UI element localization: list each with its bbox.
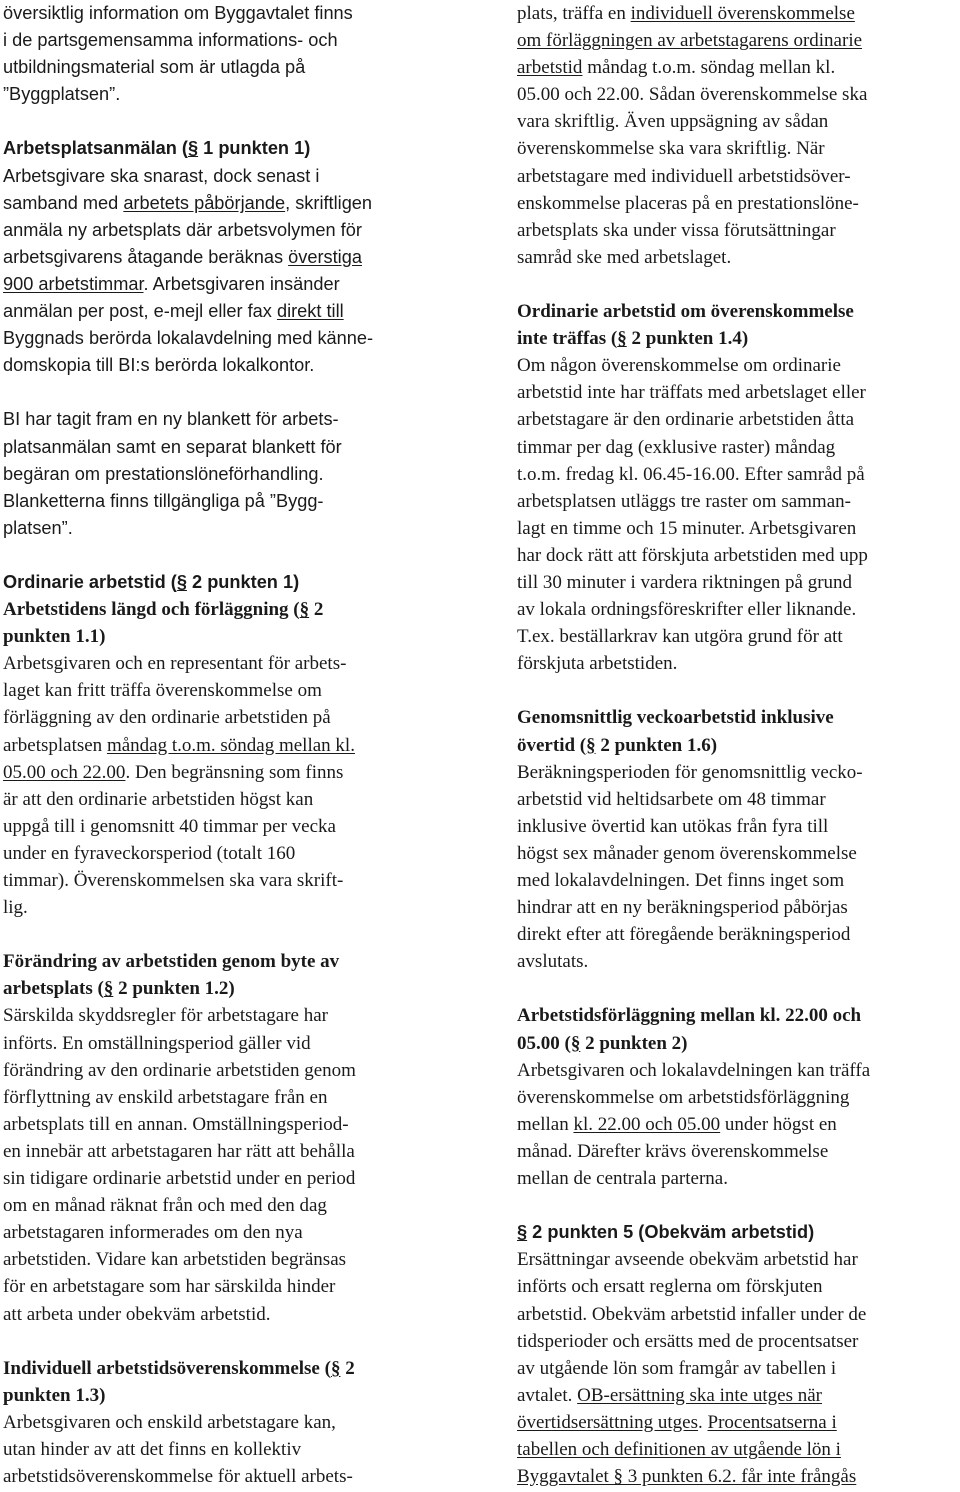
- text-run: utan hinder av att det finns en kollektiv: [3, 1438, 302, 1460]
- underlined-text: direkt till: [276, 301, 344, 322]
- paragraph-gap: [3, 921, 448, 948]
- body-text-line: [517, 1355, 957, 1382]
- body-text-line: [3, 1002, 448, 1029]
- text-run: , skriftligen: [285, 192, 373, 213]
- underlined-text: 05.00 och 22.00: [3, 761, 126, 783]
- section-heading-line: [3, 948, 448, 975]
- text-run: en innebär att arbetstagaren har rätt att behålla: [3, 1140, 355, 1162]
- text-run: platsen”.: [3, 517, 73, 538]
- body-text-line: [517, 488, 957, 515]
- text-run: BI har tagit fram en ny blankett för arbets-: [3, 409, 339, 430]
- underlined-text: om förläggningen av arbetstagarens ordinarie: [517, 30, 863, 52]
- text-run: måndag t.o.m. söndag mellan kl.: [582, 57, 836, 79]
- text-run: mellan de centrala parterna.: [517, 1168, 728, 1190]
- section-heading-line: [517, 732, 957, 759]
- body-text-line: [517, 461, 957, 488]
- body-text-line: [3, 27, 448, 54]
- section-heading-line: [517, 1030, 957, 1057]
- body-text-line: [517, 569, 957, 596]
- body-text-line: [3, 677, 448, 704]
- text-run: arbetstid inte har träffats med arbetslaget eller: [517, 382, 866, 404]
- text-run: Ordinarie arbetstid om överenskommelse: [517, 301, 854, 323]
- body-text-line: [517, 108, 957, 135]
- section-heading-line: [3, 1355, 448, 1382]
- body-text-line: [517, 379, 957, 406]
- underlined-text: §: [570, 1032, 581, 1054]
- text-run: förändring av den ordinarie arbetstiden genom: [3, 1059, 356, 1081]
- text-run: till 30 minuter i vardera riktningen på grund: [517, 571, 853, 593]
- text-run: plats, träffa en: [517, 3, 631, 24]
- body-text-line: [517, 1463, 957, 1490]
- paragraph-gap: [517, 975, 957, 1002]
- text-run: sin tidigare ordinarie arbetstid under en period: [3, 1168, 356, 1190]
- body-text-line: [517, 1409, 957, 1436]
- underlined-text: §: [187, 138, 199, 159]
- text-run: begäran om prestationslöneförhandling.: [3, 463, 324, 484]
- text-run: 2 punkten 1.4): [626, 328, 749, 350]
- text-run: lig.: [3, 897, 28, 919]
- body-text-line: [3, 759, 448, 786]
- text-run: direkt efter att föregående beräkningsperiod: [517, 924, 851, 946]
- text-run: arbetsplatsen: [3, 734, 107, 756]
- body-text-line: [3, 352, 448, 379]
- text-run: Beräkningsperioden för genomsnittlig vecko-: [517, 761, 863, 783]
- body-text-line: [3, 54, 448, 81]
- body-text-line: [517, 0, 957, 27]
- text-run: 2 punkten 1.6): [595, 734, 718, 756]
- body-text-line: [517, 515, 957, 542]
- text-run: laget kan fritt träffa överenskommelse om: [3, 680, 322, 702]
- body-text-line: [3, 217, 448, 244]
- body-text-line: [3, 1057, 448, 1084]
- text-run: punkten 1.1): [3, 626, 106, 648]
- paragraph-gap: [517, 677, 957, 704]
- text-run: arbetsplats (: [3, 978, 104, 1000]
- text-run: 2 punkten 1): [186, 571, 300, 592]
- text-run: utbildningsmaterial som är utlagda på: [3, 57, 306, 78]
- body-text-line: [3, 434, 448, 461]
- body-text-line: [3, 1301, 448, 1328]
- text-run: överenskommelse om arbetstidsförläggning: [517, 1086, 850, 1108]
- text-run: anmäla ny arbetsplats där arbetsvolymen för: [3, 219, 362, 240]
- body-text-line: [3, 81, 448, 108]
- text-run: överenskommelse ska vara skriftlig. När: [517, 138, 825, 160]
- body-text-line: [517, 135, 957, 162]
- body-text-line: [3, 867, 448, 894]
- text-run: inklusive övertid kan utökas från fyra till: [517, 815, 829, 837]
- body-text-line: [3, 1273, 448, 1300]
- text-run: Arbetstidsförläggning mellan kl. 22.00 och: [517, 1005, 862, 1027]
- body-text-line: [517, 1246, 957, 1273]
- text-run: högst sex månader genom överenskommelse: [517, 842, 857, 864]
- section-heading-line: [3, 623, 448, 650]
- body-text-line: [3, 1030, 448, 1057]
- paragraph-gap: [3, 1328, 448, 1355]
- text-run: 05.00 och 22.00. Sådan överenskommelse ska: [517, 84, 868, 106]
- text-run: arbetstid. Obekväm arbetstid infaller under de: [517, 1303, 867, 1325]
- body-text-line: [517, 406, 957, 433]
- text-run: punkten 1.3): [3, 1384, 106, 1406]
- text-run: samråd ske med arbetslaget.: [517, 246, 732, 268]
- underlined-text: §: [586, 734, 596, 756]
- body-text-line: [517, 623, 957, 650]
- section-heading-line: [517, 1002, 957, 1029]
- body-text-line: [517, 244, 957, 271]
- text-run: anmälan per post, e-mejl eller fax: [3, 301, 277, 322]
- body-text-line: [3, 190, 448, 217]
- underlined-text: arbetstid: [517, 57, 583, 79]
- body-text-line: [517, 163, 957, 190]
- body-text-line: [517, 813, 957, 840]
- text-run: i de partsgemensamma informations- och: [3, 30, 338, 51]
- text-run: inte träffas (: [517, 328, 618, 350]
- underlined-text: §: [103, 978, 114, 1000]
- body-text-line: [3, 786, 448, 813]
- body-text-line: [3, 515, 448, 542]
- body-text-line: [517, 921, 957, 948]
- body-text-line: [3, 1409, 448, 1436]
- text-run: enskommelse placeras på en prestationslöne-: [517, 192, 859, 214]
- text-run: med lokalavdelningen. Det finns inget som: [517, 870, 845, 891]
- underlined-text: tabellen och definitionen av utgående lön i: [517, 1438, 841, 1460]
- text-run: ”Byggplatsen”.: [3, 84, 121, 105]
- body-text-line: [517, 54, 957, 81]
- text-run: arbetstiden. Vidare kan arbetstiden begränsas: [3, 1249, 347, 1271]
- section-heading-line: [3, 596, 448, 623]
- body-text-line: [517, 1382, 957, 1409]
- underlined-text: 900 arbetstimmar: [3, 273, 144, 294]
- body-text-line: [3, 461, 448, 488]
- text-run: Arbetsplatsanmälan (: [3, 138, 188, 159]
- text-run: Ersättningar avseende obekväm arbetstid har: [517, 1249, 858, 1271]
- text-run: Ordinarie arbetstid (: [3, 571, 177, 592]
- body-text-line: [3, 0, 448, 27]
- body-text-line: [517, 542, 957, 569]
- body-text-line: [517, 948, 957, 975]
- text-run: vara skriftlig. Även uppsägning av sådan: [517, 111, 829, 133]
- body-text-line: [3, 244, 448, 271]
- body-text-line: [517, 1084, 957, 1111]
- body-text-line: [517, 840, 957, 867]
- text-run: Individuell arbetstidsöverenskommelse (: [3, 1357, 331, 1379]
- text-run: 1 punkten 1): [198, 138, 311, 159]
- body-text-line: [517, 81, 957, 108]
- text-run: Om någon överenskommelse om ordinarie: [517, 355, 841, 377]
- text-run: arbetstagaren informerades om den nya: [3, 1222, 303, 1244]
- body-text-line: [517, 1328, 957, 1355]
- text-run: Blanketterna finns tillgängliga på ”Bygg-: [3, 490, 324, 511]
- underlined-text: §: [330, 1357, 341, 1379]
- body-text-line: [517, 1057, 957, 1084]
- underlined-text: måndag t.o.m. söndag mellan kl.: [106, 734, 355, 756]
- body-text-line: [3, 650, 448, 677]
- body-text-line: [517, 1273, 957, 1300]
- text-run: T.ex. beställarkrav kan utgöra grund för att: [517, 626, 843, 648]
- body-text-line: [3, 1111, 448, 1138]
- body-text-line: [517, 1138, 957, 1165]
- text-run: om en månad räknat från och med den dag: [3, 1195, 327, 1217]
- underlined-text: §: [517, 1222, 528, 1243]
- text-run: lagt en timme och 15 minuter. Arbetsgivaren: [517, 517, 857, 539]
- body-text-line: [517, 190, 957, 217]
- text-run: 2 punkten 2): [580, 1032, 688, 1054]
- underlined-text: individuell överenskommelse: [630, 3, 855, 24]
- underlined-text: Procentsatserna i: [707, 1411, 837, 1433]
- text-run: förläggning av den ordinarie arbetstiden på: [3, 707, 331, 729]
- body-text-line: [3, 840, 448, 867]
- body-text-line: [3, 488, 448, 515]
- underlined-text: OB-ersättning ska inte utges när: [577, 1384, 822, 1406]
- underlined-text: arbetets påbörjande: [123, 192, 286, 213]
- paragraph-gap: [3, 108, 448, 135]
- body-text-line: [3, 1192, 448, 1219]
- text-run: översiktlig information om Byggavtalet finns: [3, 3, 353, 23]
- text-run: . Arbetsgivaren insänder: [143, 273, 340, 294]
- body-text-line: [3, 1084, 448, 1111]
- underlined-text: övertidsersättning utges: [517, 1411, 698, 1433]
- section-heading-line: [3, 1382, 448, 1409]
- body-text-line: [517, 217, 957, 244]
- text-run: arbetstid vid heltidsarbete om 48 timmar: [517, 788, 826, 810]
- body-text-line: [517, 1165, 957, 1192]
- body-text-line: [517, 1436, 957, 1463]
- underlined-text: överstiga: [288, 246, 362, 267]
- paragraph-gap: [3, 542, 448, 569]
- section-heading-line: [517, 325, 957, 352]
- text-run: Arbetsgivaren och lokalavdelningen kan träffa: [517, 1059, 871, 1081]
- text-run: av lokala ordningsföreskrifter eller liknande.: [517, 599, 857, 621]
- text-run: av utgående lön som framgår av tabellen i: [517, 1357, 837, 1379]
- body-text-line: [517, 1301, 957, 1328]
- text-run: t.o.m. fredag kl. 06.45-16.00. Efter samråd på: [517, 463, 865, 485]
- body-text-line: [3, 813, 448, 840]
- right-column: [517, 0, 957, 1490]
- text-run: för en arbetstagare som har särskilda hinder: [3, 1276, 336, 1298]
- text-run: tidsperioder och ersätts med de procentsatser: [517, 1330, 859, 1352]
- body-text-line: [3, 298, 448, 325]
- body-text-line: [3, 704, 448, 731]
- text-run: arbetsplats ska under vissa förutsättningar: [517, 219, 836, 241]
- underlined-text: §: [617, 328, 627, 350]
- body-text-line: [517, 759, 957, 786]
- text-run: avslutats.: [517, 951, 589, 973]
- left-column: [3, 0, 448, 1490]
- text-run: . Den begränsning som finns: [125, 761, 344, 783]
- text-run: arbetstidsöverenskommelse för aktuell arbets-: [3, 1466, 353, 1488]
- section-heading-line: [517, 298, 957, 325]
- section-heading-line: [3, 569, 448, 596]
- text-run: domskopia till BI:s berörda lokalkontor.: [3, 355, 315, 376]
- body-text-line: [3, 1138, 448, 1165]
- text-run: arbetsplatsen utläggs tre raster om samman-: [517, 490, 851, 512]
- paragraph-gap: [3, 379, 448, 406]
- underlined-text: §: [299, 599, 310, 621]
- text-run: uppgå till i genomsnitt 40 timmar per vecka: [3, 815, 336, 837]
- text-run: timmar). Överenskommelsen ska vara skrift-: [3, 870, 344, 891]
- body-text-line: [517, 1111, 957, 1138]
- text-run: Genomsnittlig veckoarbetstid inklusive: [517, 707, 834, 729]
- body-text-line: [3, 271, 448, 298]
- text-run: 2 punkten 1.2): [113, 978, 235, 1000]
- text-run: införts. En omställningsperiod gäller vid: [3, 1032, 311, 1054]
- section-heading-line: [3, 975, 448, 1002]
- body-text-line: [517, 27, 957, 54]
- text-run: Arbetsgivaren och en representant för arbets-: [3, 653, 347, 675]
- text-run: övertid (: [517, 734, 587, 756]
- text-run: förflyttning av enskild arbetstagare från en: [3, 1086, 328, 1108]
- text-run: månad. Därefter krävs överenskommelse: [517, 1140, 829, 1162]
- text-run: samband med: [3, 192, 124, 213]
- text-run: .: [698, 1411, 708, 1433]
- underlined-text: §: [176, 571, 187, 592]
- body-text-line: [517, 894, 957, 921]
- body-text-line: [3, 406, 448, 433]
- body-text-line: [517, 867, 957, 894]
- text-run: mellan: [517, 1113, 574, 1135]
- text-run: att arbeta under obekväm arbetstid.: [3, 1303, 271, 1325]
- text-run: Särskilda skyddsregler för arbetstagare har: [3, 1005, 328, 1027]
- text-run: timmar per dag (exklusive raster) måndag: [517, 436, 836, 458]
- text-run: arbetsgivarens åtagande beräknas: [3, 246, 289, 267]
- body-text-line: [3, 894, 448, 921]
- text-run: 2: [340, 1357, 355, 1379]
- text-run: 2: [309, 599, 324, 621]
- body-text-line: [517, 352, 957, 379]
- text-run: 05.00 (: [517, 1032, 571, 1054]
- text-run: avtalet.: [517, 1384, 578, 1406]
- body-text-line: [517, 786, 957, 813]
- body-text-line: [3, 1165, 448, 1192]
- text-run: förskjuta arbetstiden.: [517, 653, 678, 675]
- text-run: Arbetsgivaren och enskild arbetstagare kan,: [3, 1411, 336, 1433]
- section-heading-line: [3, 135, 448, 162]
- text-run: under högst en: [720, 1113, 837, 1135]
- body-text-line: [3, 325, 448, 352]
- section-heading-line: [517, 1219, 957, 1246]
- text-run: arbetsplats till en annan. Omställningsperiod-: [3, 1113, 349, 1135]
- body-text-line: [3, 732, 448, 759]
- body-text-line: [517, 650, 957, 677]
- text-run: införts och ersatt reglerna om förskjuten: [517, 1276, 823, 1298]
- text-run: Byggnads berörda lokalavdelning med känne-: [3, 328, 374, 349]
- text-run: Förändring av arbetstiden genom byte av: [3, 951, 340, 973]
- body-text-line: [517, 596, 957, 623]
- text-run: Arbetsgivare ska snarast, dock senast i: [3, 165, 320, 186]
- paragraph-gap: [517, 1192, 957, 1219]
- paragraph-gap: [517, 271, 957, 298]
- body-text-line: [3, 163, 448, 190]
- text-run: arbetstagare med individuell arbetstidsöver-: [517, 165, 851, 187]
- body-text-line: [517, 434, 957, 461]
- body-text-line: [3, 1246, 448, 1273]
- text-run: har dock rätt att förskjuta arbetstiden med upp: [517, 544, 868, 566]
- underlined-text: Byggavtalet § 3 punkten 6.2. får inte frångås: [517, 1466, 857, 1488]
- text-run: 2 punkten 5 (Obekväm arbetstid): [527, 1222, 815, 1243]
- text-run: arbetstagare är den ordinarie arbetstiden åtta: [517, 409, 855, 431]
- body-text-line: [3, 1463, 448, 1490]
- body-text-line: [3, 1436, 448, 1463]
- body-text-line: [3, 1219, 448, 1246]
- text-run: hindrar att en ny beräkningsperiod påbörjas: [517, 897, 848, 919]
- text-run: under en fyraveckorsperiod (totalt 160: [3, 842, 296, 864]
- underlined-text: kl. 22.00 och 05.00: [573, 1113, 721, 1135]
- text-run: är att den ordinarie arbetstiden högst kan: [3, 788, 314, 810]
- section-heading-line: [517, 704, 957, 731]
- text-run: platsanmälan samt en separat blankett för: [3, 436, 342, 457]
- text-run: Arbetstidens längd och förläggning (: [3, 599, 300, 621]
